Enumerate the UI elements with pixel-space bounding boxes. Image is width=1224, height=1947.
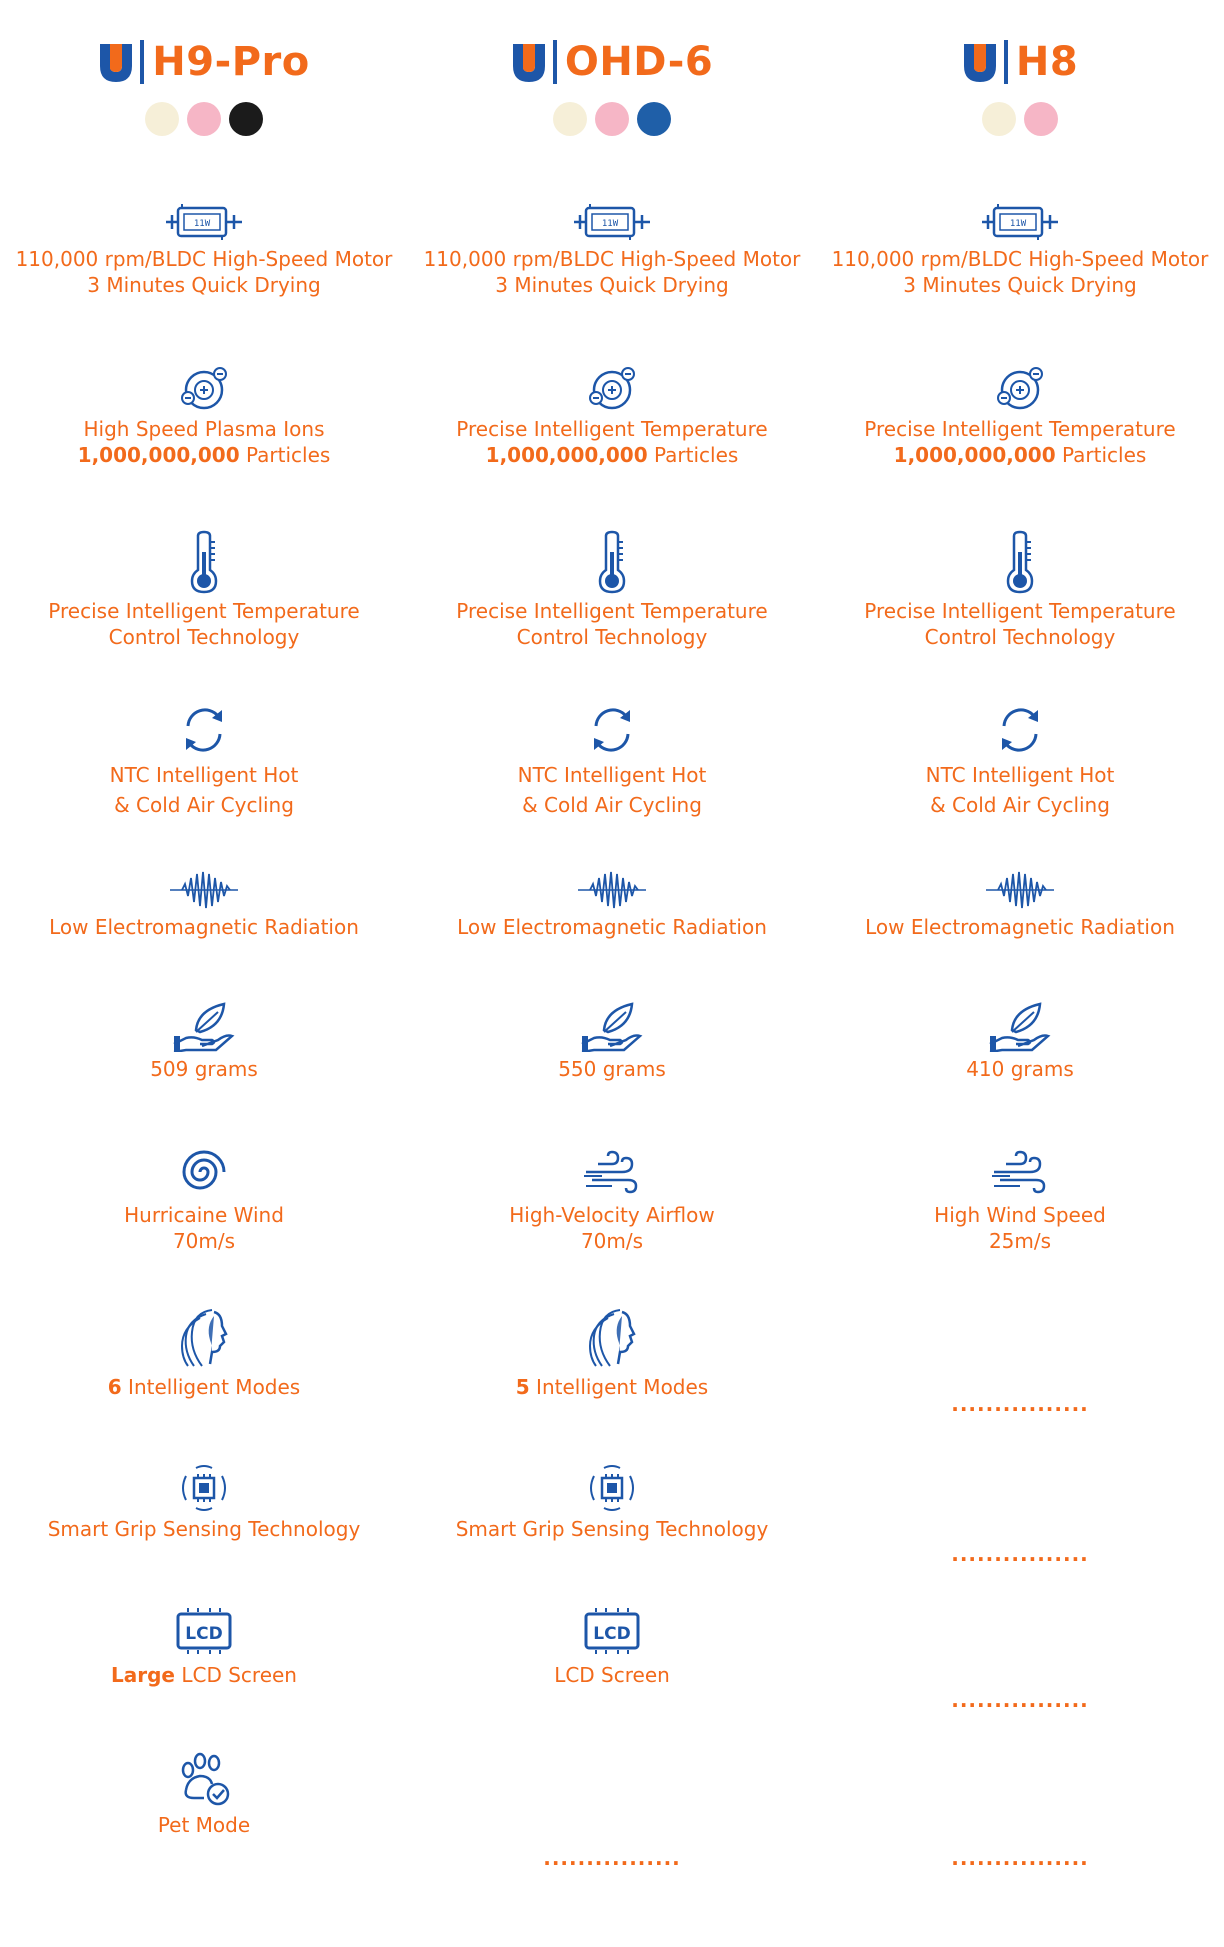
chip-sensing-icon bbox=[176, 1464, 232, 1512]
feature-wind bbox=[408, 1146, 816, 1254]
feature-ions bbox=[408, 364, 816, 468]
brand-logo-icon bbox=[511, 40, 547, 84]
model-header bbox=[816, 40, 1224, 84]
svg-text:11W: 11W bbox=[193, 219, 211, 229]
lcd-screen-icon bbox=[582, 1606, 642, 1658]
feature-text: Precise Intelligent Temperature 1,000,000,000 Particles bbox=[456, 417, 768, 467]
wind-lines-icon bbox=[582, 1146, 642, 1198]
feature-text: 6 Intelligent Modes bbox=[107, 1375, 301, 1399]
color-options bbox=[408, 102, 816, 136]
feature-lcd bbox=[408, 1606, 816, 1688]
feature-text: 110,000 rpm/BLDC High-Speed Motor 3 Minutes Quick Drying bbox=[15, 247, 393, 297]
feature-text: Precise Intelligent Temperature Control Technology bbox=[864, 599, 1176, 649]
color-swatch-blue[interactable] bbox=[637, 102, 671, 136]
feature-ntc bbox=[408, 704, 816, 820]
feature-emr bbox=[0, 870, 408, 940]
svg-text:LCD: LCD bbox=[593, 1624, 631, 1644]
column-h9-pro bbox=[0, 0, 408, 1947]
feature-weight bbox=[408, 1000, 816, 1082]
column-h8 bbox=[816, 0, 1224, 1947]
thermometer-icon bbox=[184, 530, 224, 594]
feature-emr bbox=[816, 870, 1224, 940]
feature-ions bbox=[816, 364, 1224, 468]
feature-modes-unavailable: ................ bbox=[951, 1392, 1089, 1416]
feature-text: Hurricaine Wind 70m/s bbox=[124, 1203, 284, 1253]
color-swatch-black[interactable] bbox=[229, 102, 263, 136]
wind-lines-icon bbox=[990, 1146, 1050, 1198]
model-name: H8 bbox=[1015, 39, 1079, 85]
hair-profile-icon bbox=[176, 1306, 232, 1370]
feature-weight bbox=[816, 1000, 1224, 1082]
feature-lcd-unavailable: ................ bbox=[951, 1688, 1089, 1712]
feature-text: 5 Intelligent Modes bbox=[515, 1375, 709, 1399]
feature-text: NTC Intelligent Hot & Cold Air Cycling bbox=[517, 763, 707, 817]
waveform-icon bbox=[984, 870, 1056, 910]
feature-lcd bbox=[0, 1606, 408, 1688]
feature-temperature bbox=[408, 530, 816, 650]
ion-orbit-icon bbox=[176, 364, 232, 412]
color-swatch-pink[interactable] bbox=[1024, 102, 1058, 136]
motor-icon bbox=[164, 202, 244, 242]
waveform-icon bbox=[168, 870, 240, 910]
feature-ntc bbox=[0, 704, 408, 820]
thermometer-icon bbox=[592, 530, 632, 594]
svg-text:11W: 11W bbox=[601, 219, 619, 229]
feature-text: 410 grams bbox=[966, 1057, 1074, 1081]
feature-ions bbox=[0, 364, 408, 468]
feature-temperature bbox=[816, 530, 1224, 650]
feature-motor bbox=[408, 202, 816, 298]
cycle-arrows-icon bbox=[994, 704, 1046, 756]
cycle-arrows-icon bbox=[178, 704, 230, 756]
column-ohd-6 bbox=[408, 0, 816, 1947]
feature-grip bbox=[0, 1464, 408, 1542]
hair-profile-icon bbox=[584, 1306, 640, 1370]
feature-grip bbox=[408, 1464, 816, 1542]
color-options bbox=[0, 102, 408, 136]
color-swatch-cream[interactable] bbox=[145, 102, 179, 136]
model-name: OHD-6 bbox=[564, 39, 714, 85]
model-header bbox=[0, 40, 408, 84]
lcd-screen-icon bbox=[174, 1606, 234, 1658]
feather-hand-icon bbox=[172, 1000, 236, 1052]
feature-text: NTC Intelligent Hot & Cold Air Cycling bbox=[925, 763, 1115, 817]
color-options bbox=[816, 102, 1224, 136]
feature-text: NTC Intelligent Hot & Cold Air Cycling bbox=[109, 763, 299, 817]
feature-modes bbox=[0, 1306, 408, 1400]
paw-check-icon bbox=[176, 1752, 232, 1808]
thermometer-icon bbox=[1000, 530, 1040, 594]
feature-text: Pet Mode bbox=[157, 1813, 251, 1837]
feature-text: Smart Grip Sensing Technology bbox=[47, 1517, 361, 1541]
motor-icon bbox=[572, 202, 652, 242]
feature-modes bbox=[408, 1306, 816, 1400]
feature-text: Low Electromagnetic Radiation bbox=[457, 915, 767, 939]
ion-orbit-icon bbox=[992, 364, 1048, 412]
feature-text: Precise Intelligent Temperature Control Technology bbox=[48, 599, 360, 649]
svg-text:LCD: LCD bbox=[185, 1624, 223, 1644]
motor-icon bbox=[980, 202, 1060, 242]
feature-text: Low Electromagnetic Radiation bbox=[49, 915, 359, 939]
feature-text: 550 grams bbox=[558, 1057, 666, 1081]
feature-text: High-Velocity Airflow 70m/s bbox=[509, 1203, 715, 1253]
feature-text: Large LCD Screen bbox=[111, 1663, 297, 1687]
feature-text: Precise Intelligent Temperature 1,000,000,000 Particles bbox=[864, 417, 1176, 467]
color-swatch-cream[interactable] bbox=[982, 102, 1016, 136]
feature-wind bbox=[0, 1146, 408, 1254]
feather-hand-icon bbox=[988, 1000, 1052, 1052]
cycle-arrows-icon bbox=[586, 704, 638, 756]
color-swatch-pink[interactable] bbox=[595, 102, 629, 136]
feature-text: 110,000 rpm/BLDC High-Speed Motor 3 Minutes Quick Drying bbox=[831, 247, 1209, 297]
header-divider bbox=[553, 40, 557, 84]
waveform-icon bbox=[576, 870, 648, 910]
feature-weight bbox=[0, 1000, 408, 1082]
feature-text: LCD Screen bbox=[554, 1663, 670, 1687]
feature-motor bbox=[816, 202, 1224, 298]
feather-hand-icon bbox=[580, 1000, 644, 1052]
ion-orbit-icon bbox=[584, 364, 640, 412]
feature-text: High Speed Plasma Ions 1,000,000,000 Particles bbox=[77, 417, 331, 467]
color-swatch-pink[interactable] bbox=[187, 102, 221, 136]
feature-pet-unavailable: ................ bbox=[543, 1846, 681, 1870]
svg-text:11W: 11W bbox=[1009, 219, 1027, 229]
brand-logo-icon bbox=[98, 40, 134, 84]
feature-grip-unavailable: ................ bbox=[951, 1542, 1089, 1566]
feature-motor bbox=[0, 202, 408, 298]
feature-text: High Wind Speed 25m/s bbox=[934, 1203, 1106, 1253]
feature-text: 110,000 rpm/BLDC High-Speed Motor 3 Minutes Quick Drying bbox=[423, 247, 801, 297]
feature-pet bbox=[0, 1752, 408, 1838]
header-divider bbox=[1004, 40, 1008, 84]
header-divider bbox=[140, 40, 144, 84]
model-header bbox=[408, 40, 816, 84]
feature-text: Low Electromagnetic Radiation bbox=[865, 915, 1175, 939]
feature-temperature bbox=[0, 530, 408, 650]
chip-sensing-icon bbox=[584, 1464, 640, 1512]
feature-text: Precise Intelligent Temperature Control Technology bbox=[456, 599, 768, 649]
color-swatch-cream[interactable] bbox=[553, 102, 587, 136]
feature-ntc bbox=[816, 704, 1224, 820]
model-name: H9-Pro bbox=[152, 39, 310, 85]
feature-text: 509 grams bbox=[150, 1057, 258, 1081]
brand-logo-icon bbox=[962, 40, 998, 84]
feature-emr bbox=[408, 870, 816, 940]
hurricane-icon bbox=[178, 1146, 230, 1198]
feature-wind bbox=[816, 1146, 1224, 1254]
feature-text: Smart Grip Sensing Technology bbox=[455, 1517, 769, 1541]
feature-pet-unavailable: ................ bbox=[951, 1846, 1089, 1870]
